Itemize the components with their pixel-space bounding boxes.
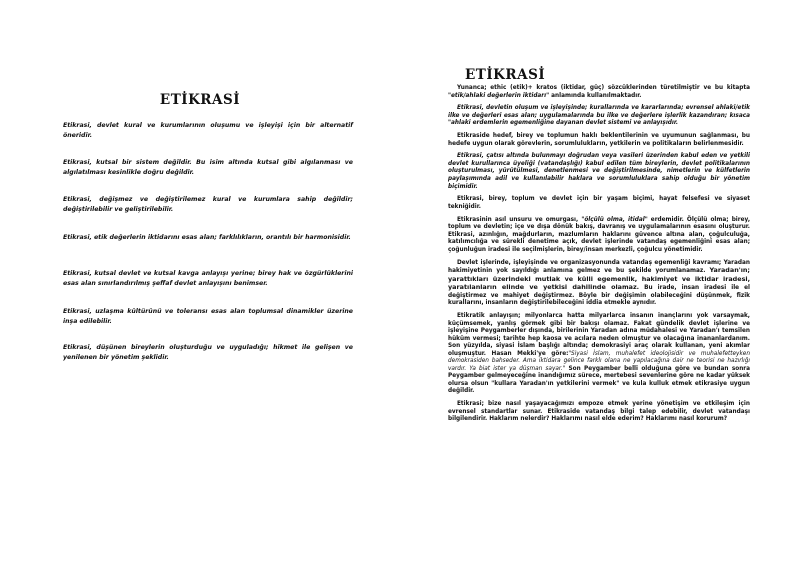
p6-text-c: erdemidir. Ölçülü olma; birey, toplum ve devletin; içe ve dışa dönük bakış, davranış ve uygulamalarının esasını oluşturur. Etikrasi, azınlığın, mağdurların, mazlumların haklarını güvence altına alan, çoğulculuğa, katılımcılığa ve sürekli denetime açık, devlet işlerinde vatandaş egemenliğini esas alan; çoğunluğun iradesi ile seçilmişlerin, birey/insan merkezli, çoğulcu yönetimidir. bbox=[448, 216, 750, 253]
left-item-6: Etikrasi, uzlaşma kültürünü ve toleransı esas alan toplumsal dinamikler üzerine inşa edilebilir. bbox=[63, 308, 353, 325]
paragraph-ethicratic-view bbox=[448, 313, 750, 396]
paragraph-definition: Etikrasi, devletin oluşum ve işleyişinde; kurallarında ve kararlarında; evrensel ahlaki/etik ilke ve değerleri esas alan; uygulamalarında bu ilke ve değerlere işlerlik kazandıran; kısaca "ahlaki erdemlerin egemenliğine dayanan devlet sistemi ve anlayışıdır. bbox=[448, 105, 750, 127]
paragraph-moderation bbox=[448, 217, 750, 255]
left-item-7: Etikrasi, düşünen bireylerin oluşturduğu ve uyguladığı; hikmet ile gelişen ve yenilenen bir yönetim şeklidir. bbox=[63, 344, 353, 361]
paragraph-sovereignty bbox=[448, 260, 750, 308]
paragraph-standards: Etikrasi; bize nasıl yaşayacağımızı empoze etmek yerine yönetişim ve etkileşim için evrensel standartlar sunar. Etikraside vatandaş bilgi talep edebilir, devlet vatandaşı bilgilendirir. Haklarım nelerdir? Haklarımı nasıl elde ederim? Haklarımı nasıl korurum? bbox=[448, 401, 750, 423]
paragraph-membership: Etikrasi, çatısı altında bulunmayı doğrudan veya vasileri üzerinden kabul eden ve yetkili devlet kurullarınca üyeliği (vatandaşlığı) kabul edilen tüm bireylerin, devlet politikalarının oluşturulması, yürütülmesi, denetlenmesi ve değiştirilmesinde, nimetlerin ve külfetlerin paylaşımında adil ve kullanılabilir haklara ve sorumluluklara sahip olduğu bir yönetim biçimidir. bbox=[448, 153, 750, 190]
p8-quote: "Siyasi İslam, muhalefet ideolojisidir ve muhalefetteyken demokrasiden bahseder. Ama iktidara gelince farklı olana ne yapılacağına dair ne teorisi ne hazırlığı vardır. Ya biat ister ya düşman sayar." bbox=[448, 350, 750, 372]
p1-text-c: anlamında kullanılmaktadır. bbox=[549, 92, 642, 99]
p7-emphasis: Yaradan'ın; yarattıkları üzerindeki mutlak ve külli egemenlik, hakimiyet ve iktidar iradesi, yaratılanların elinde ve yetkisi dahilinde olamaz. bbox=[448, 266, 750, 292]
left-item-4: Etikrasi, etik değerlerin iktidarını esas alan; farklılıkların, orantılı bir harmonisidir. bbox=[63, 234, 351, 241]
p1-quote: "etik/ahlaki değerlerin iktidarı" bbox=[448, 92, 550, 99]
p1-text-a: Yunanca; ethic (etik)+ kratos (iktidar, güç) sözcüklerinden türetilmiştir ve bu kitapta bbox=[457, 85, 750, 91]
right-page-body bbox=[448, 85, 750, 429]
p7-text-a: Devlet işlerinde, işleyişinde ve organizasyonunda vatandaş egemenliği kavramı; Yaradan hakimiyetinin yok sayıldığı anlamına gelmez ve bu şekilde yorumlanamaz. bbox=[448, 259, 750, 275]
left-item-1: Etikrasi, devlet kural ve kurumlarının oluşumu ve işleyişi için bir alternatif öneridir. bbox=[63, 122, 353, 139]
right-page bbox=[400, 0, 800, 566]
left-item-3: Etikrasi, değişmez ve değiştirilemez kural ve kurumlara sahip değildir; değiştirilebilir ve geliştirilebilir. bbox=[63, 196, 353, 213]
paragraph-etymology bbox=[448, 85, 750, 100]
p8-text-a: Etikratik anlayışın; milyonlarca hatta milyarlarca insanın inançlarını yok varsaymak, küçümsemek, yanlış görmek gibi bir bakışı olamaz. Fakat gündelik devlet işlerine ve işleyişine Peygamberler dışında, birilerinin Yaradan adına müdahalesi ve Yaradan'ı temsilen hüküm vermesi; tarihte hep kaosa ve acılara neden olmuştur ve olacağına inananlardanım. Son yüzyılda, siyasi İslam başlığı altında; demokrasiyi araç olarak kullanan, yeni akımlar oluşmuştur. Hasan Mekki'ye göre: bbox=[448, 312, 750, 357]
paragraph-goal: Etikraside hedef, birey ve toplumun haklı beklentilerinin ve uyumunun sağlanması, bu hedefe uygun olarak görevlerin, sorumlulukların, yetkilerin ve politikaların belirlenmesidir. bbox=[448, 133, 750, 147]
left-item-2: Etikrasi, kutsal bir sistem değildir. Bu isim altında kutsal gibi algılanması ve algılatılması kesinlikle doğru değildir. bbox=[63, 159, 353, 176]
paragraph-lifestyle: Etikrasi, birey, toplum ve devlet için bir yaşam biçimi, hayat felsefesi ve siyaset tekniğidir. bbox=[448, 196, 750, 210]
p7-text-c: Bu irade, insan iradesi ile el değiştirmez ve mahiyet değiştirmez. Böyle bir değişimin olabileceğini düşünmek, fizik kurallarını, insanların değiştirilebileceğini iddia etmekle aynıdır. bbox=[448, 285, 750, 307]
p6-quote: "ölçülü olma, itidal" bbox=[581, 216, 648, 223]
left-page-title: ETİKRASİ bbox=[159, 92, 241, 108]
p6-text-a: Etikrasinin asıl unsuru ve omurgası, bbox=[457, 216, 582, 223]
left-item-5: Etikrasi, kutsal devlet ve kutsal kavga anlayışı yerine; birey hak ve özgürlüklerini esas alan sınırlandırılmış şeffaf devlet anlayışını benimser. bbox=[63, 270, 353, 287]
right-page-title: ETİKRASİ bbox=[465, 67, 546, 83]
p8-text-c: Son Peygamber belli olduğuna göre ve bundan sonra Peygamber gelmeyeceğine inandığımız sürece, mertebesi sevenlerine göre ne kadar yüksek olursa olsun "kullara Yaradan'ın yetkilerini vermek" ve kula kulluk etmek etikrasiye uygun değildir. bbox=[448, 365, 750, 395]
